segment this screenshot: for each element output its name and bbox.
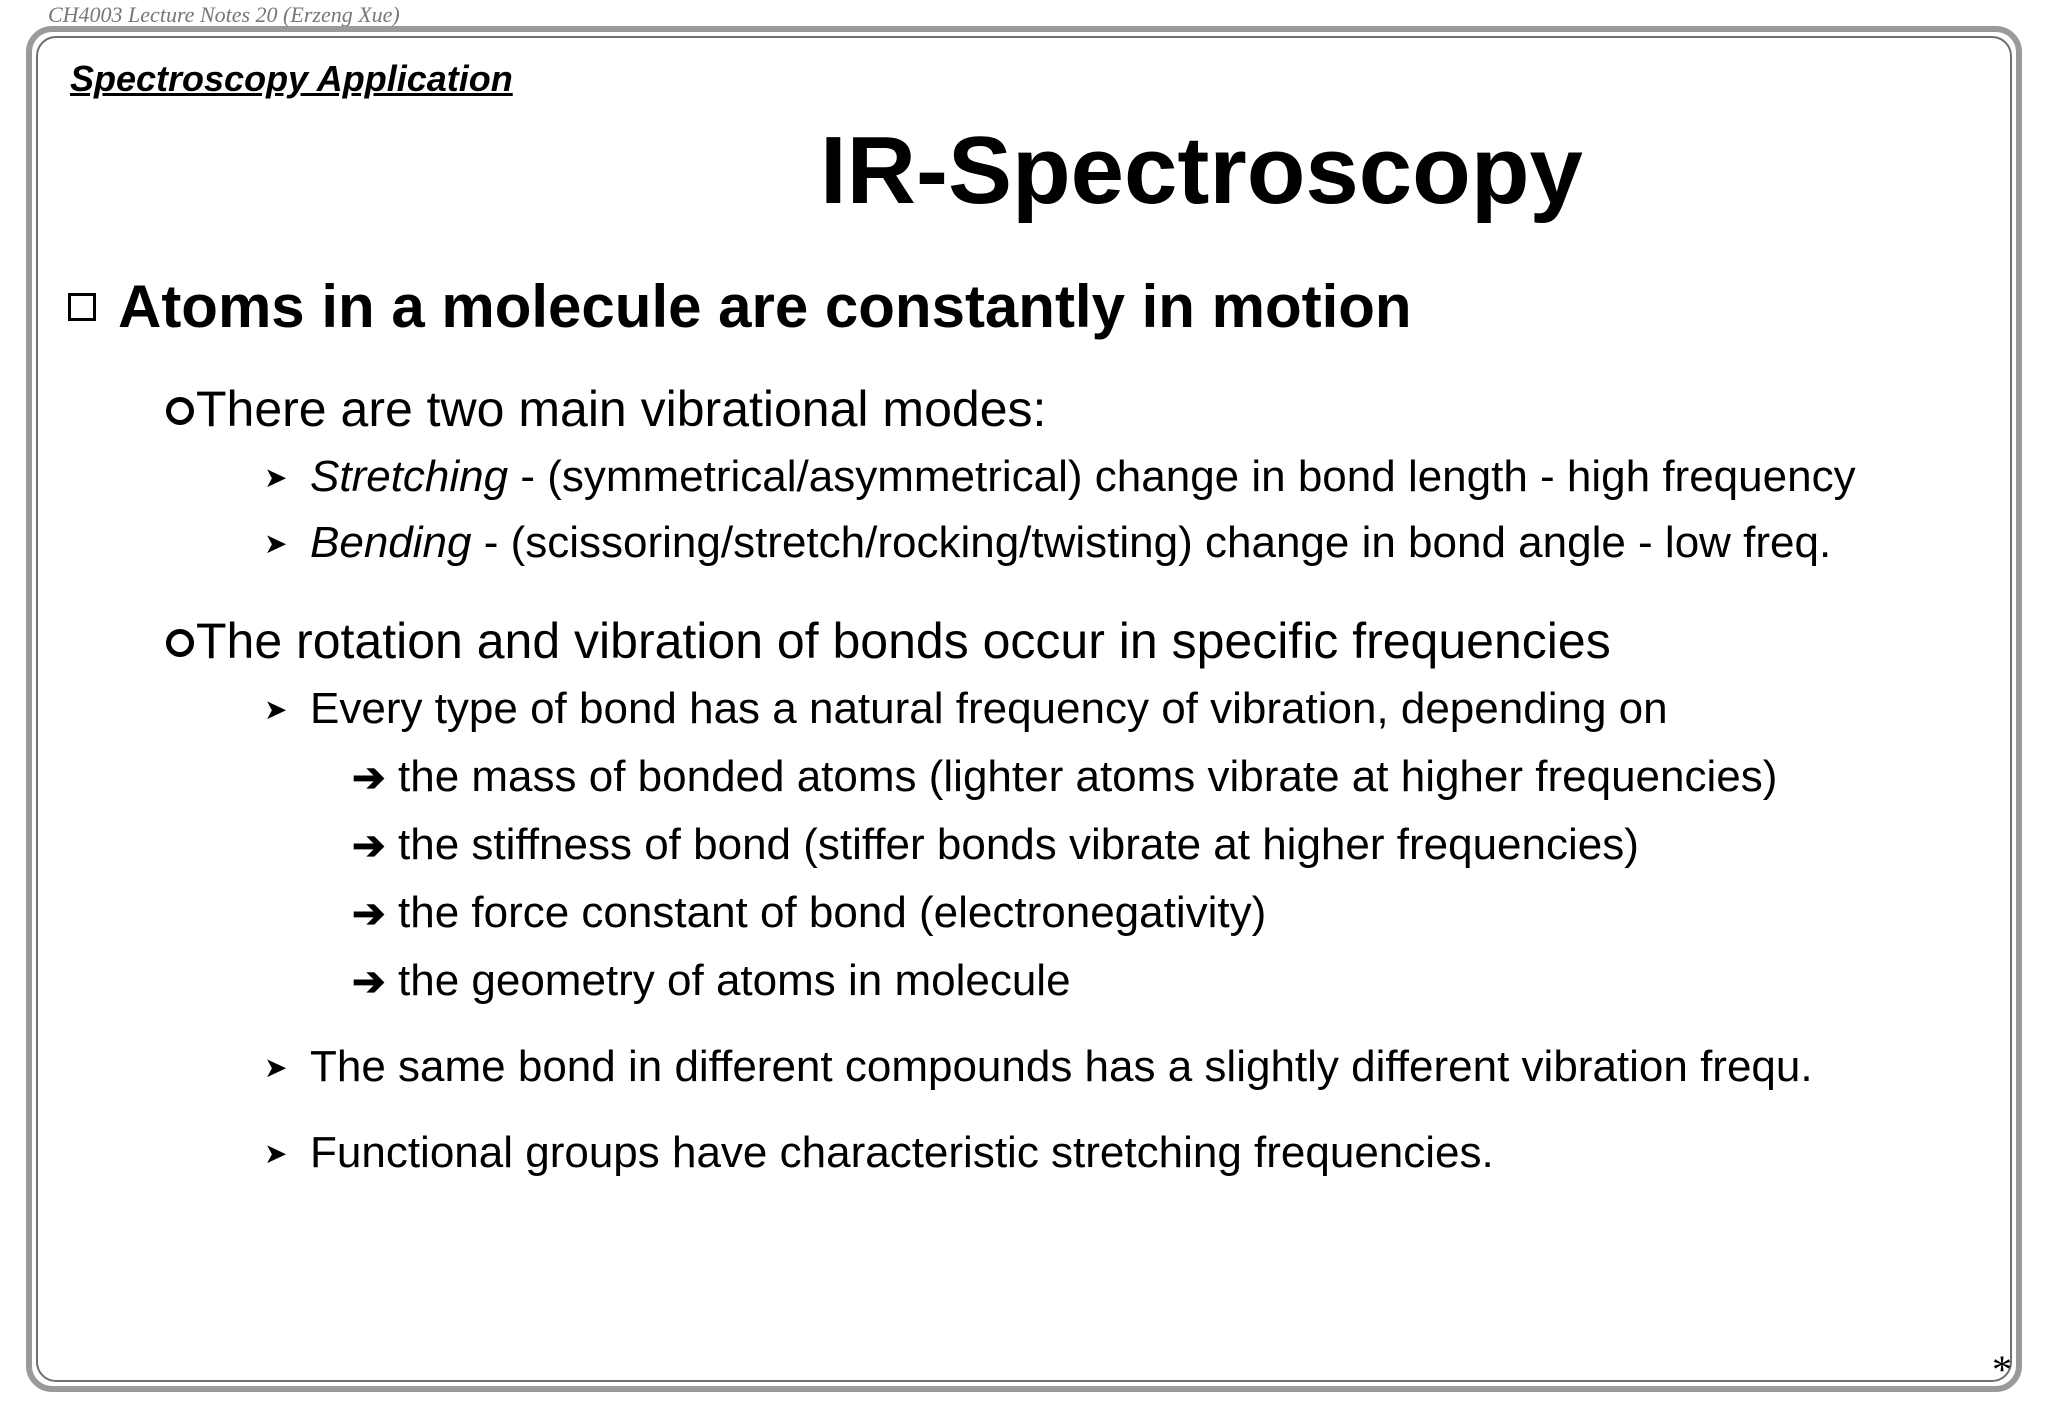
footer-mark: * [1992, 1347, 2012, 1392]
arrowhead-icon: ➤ [264, 462, 288, 493]
list-item-natural-frequency [264, 684, 1668, 734]
detail-item-mass [352, 752, 1777, 802]
arrowhead-icon: ➤ [264, 528, 288, 559]
detail-item-text: the force constant of bond (electronegativity) [398, 888, 1267, 937]
header-note: CH4003 Lecture Notes 20 (Erzeng Xue) [48, 2, 400, 27]
detail-item-force-constant [352, 888, 1266, 938]
list-item-bending [264, 518, 1831, 568]
bold-arrow-icon: ➔ [352, 960, 386, 1004]
sub-point-text: There are two main vibrational modes: [196, 381, 1047, 437]
detail-item-text: the mass of bonded atoms (lighter atoms vibrate at higher frequencies) [398, 752, 1778, 801]
detail-item-text: the stiffness of bond (stiffer bonds vibrate at higher frequencies) [398, 820, 1639, 869]
list-item-functional-groups [264, 1128, 1494, 1178]
hollow-circle-icon [166, 629, 194, 657]
checkbox-square-icon [68, 293, 96, 321]
list-item-stretching [264, 452, 1856, 502]
term-stretching: Stretching [310, 452, 509, 501]
detail-item-geometry [352, 956, 1071, 1006]
list-item-text: Functional groups have characteristic stretching frequencies. [310, 1128, 1494, 1177]
detail-item-stiffness [352, 820, 1639, 870]
hollow-circle-icon [166, 397, 194, 425]
arrowhead-icon: ➤ [264, 694, 288, 725]
list-item-text: Every type of bond has a natural frequency of vibration, depending on [310, 684, 1668, 733]
detail-item-text: the geometry of atoms in molecule [398, 956, 1071, 1005]
arrowhead-icon: ➤ [264, 1052, 288, 1083]
sub-point-rotation-vibration [166, 612, 1611, 670]
section-label: Spectroscopy Application [70, 58, 513, 99]
main-point-text: Atoms in a molecule are constantly in motion [118, 273, 1412, 340]
bold-arrow-icon: ➔ [352, 824, 386, 868]
main-point [68, 272, 1412, 341]
slide-title: IR-Spectroscopy [820, 117, 1583, 224]
bold-arrow-icon: ➔ [352, 892, 386, 936]
list-item-text: - (symmetrical/asymmetrical) change in bond length - high frequency [508, 452, 1856, 501]
sub-point-text: The rotation and vibration of bonds occur in specific frequencies [196, 613, 1611, 669]
arrowhead-icon: ➤ [264, 1138, 288, 1169]
bold-arrow-icon: ➔ [352, 756, 386, 800]
list-item-text: - (scissoring/stretch/rocking/twisting) change in bond angle - low freq. [471, 518, 1832, 567]
list-item-same-bond [264, 1042, 1813, 1092]
list-item-text: The same bond in different compounds has a slightly different vibration frequ. [310, 1042, 1813, 1091]
sub-point-vibrational-modes [166, 380, 1046, 438]
term-bending: Bending [310, 518, 472, 567]
